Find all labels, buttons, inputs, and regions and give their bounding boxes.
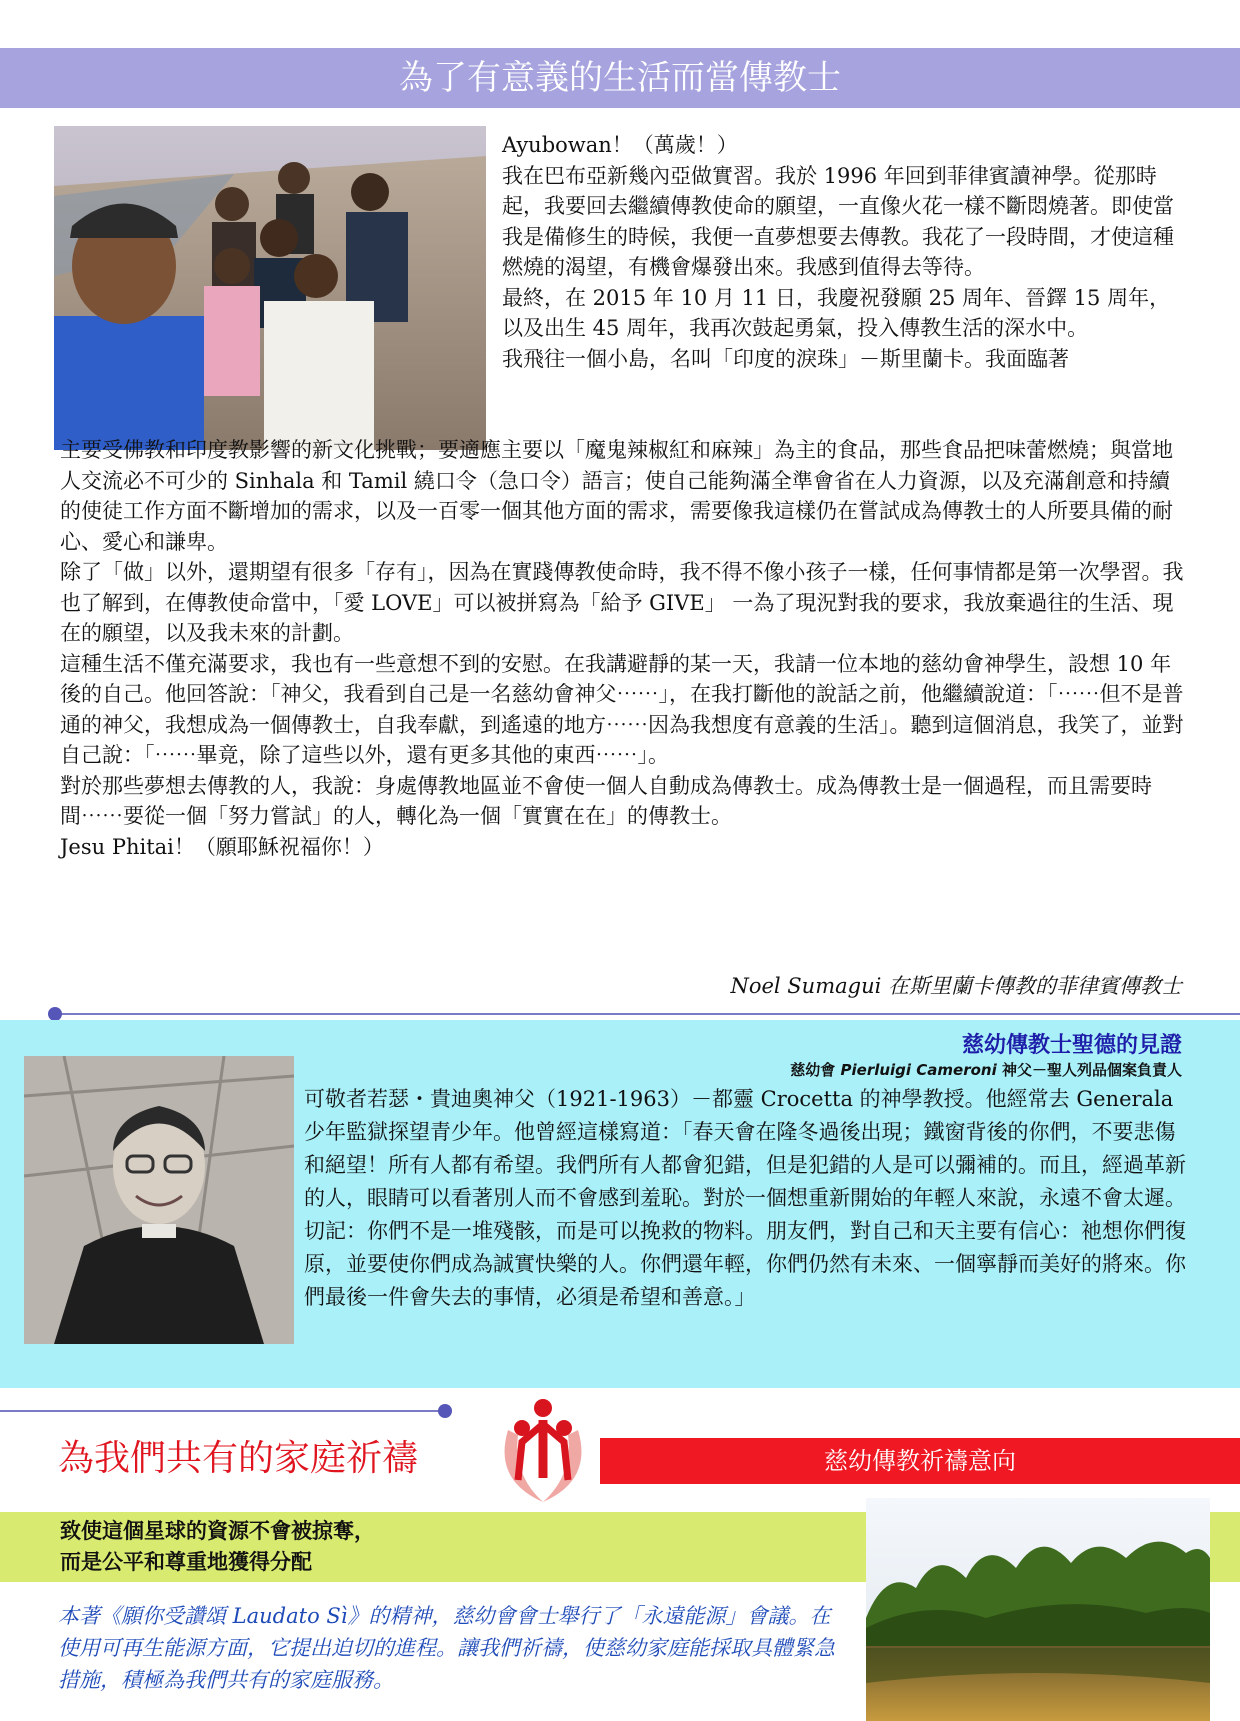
prayer-title: 為我們共有的家庭祈禱	[58, 1438, 419, 1479]
salesian-logo-icon	[488, 1390, 598, 1510]
forest-river-photo	[866, 1498, 1210, 1721]
witness-heading: 慈幼傳教士聖德的見證	[961, 1033, 1182, 1058]
beach-selfie-image	[54, 126, 486, 450]
author-signature: Noel Sumagui 在斯里蘭卡傳教的菲律賓傳教士	[730, 974, 1182, 998]
intention-line: 致使這個星球的資源不會被掠奪，	[60, 1519, 375, 1543]
priest-portrait-image	[24, 1056, 294, 1344]
missionary-photo	[54, 126, 486, 450]
divider-dot	[48, 1007, 62, 1021]
article-paragraph: 我在巴布亞新幾內亞做實習。我於 1996 年回到菲律賓讀神學。從那時起，我要回去繼續傳教使命的願望，一直像火花一樣不斷悶燒著。即使當我是備修生的時候，我便一直夢想要去傳教。我花了一段時間，才使這種燃燒的渴望，有機會爆發出來。我感到值得去等待。	[502, 163, 1174, 279]
divider-dot	[438, 1404, 452, 1418]
prayer-intention	[60, 1516, 375, 1578]
witness-byline	[790, 1059, 1182, 1080]
section-divider	[0, 1410, 445, 1412]
article-paragraph: 對於那些夢想去傳教的人，我說：身處傳教地區並不會使一個人自動成為傳教士。成為傳教士是一個過程，而且需要時間⋯⋯要從一個「努力嘗試」的人，轉化為一個「實實在在」的傳教士。	[60, 773, 1152, 828]
section-divider	[56, 1013, 1240, 1015]
intention-line: 而是公平和尊重地獲得分配	[60, 1550, 312, 1574]
article-paragraph: 我飛往一個小島，名叫「印度的淚珠」－斯里蘭卡。我面臨著	[502, 346, 1069, 371]
page-title: 為了有意義的生活而當傳教士	[399, 58, 841, 98]
byline-suffix: 神父－聖人列品個案負責人	[1001, 1061, 1182, 1079]
article-body	[60, 435, 1190, 862]
intention-banner-label: 慈幼傳教祈禱意向	[824, 1447, 1016, 1475]
byline-name: Pierluigi Cameroni	[840, 1061, 997, 1079]
article-paragraph: 主要受佛教和印度教影響的新文化挑戰；要適應主要以「魔鬼辣椒紅和麻辣」為主的食品，那些食品把味蕾燃燒；與當地人交流必不可少的 Sinhala 和 Tamil 繞口令（急口令）語言；使自己能夠滿全準會省在人力資源，以及充滿創意和持續的使徒工作方面不斷增加的需求，以及一百零一個其他方面的需求，需要像我這樣仍在嘗試成為傳教士的人所要具備的耐心、愛心和謙卑。	[60, 438, 1173, 554]
byline-prefix: 慈幼會	[790, 1061, 836, 1079]
closing-blessing: Jesu Phitai！（願耶穌祝福你！）	[60, 834, 384, 859]
witness-text: 可敬者若瑟・貴迪奧神父（1921-1963）－都靈 Crocetta 的神學教授。他經常去 Generala 少年監獄探望青少年。他曾經這樣寫道：「春天會在隆冬過後出現；鐵窗背後的你們，不要悲傷和絕望！所有人都有希望。我們所有人都會犯錯，但是犯錯的人是可以彌補的。而且，經過革新的人，眼睛可以看著別人而不會感到羞恥。對於一個想重新開始的年輕人來說，永遠不會太遲。切記：你們不是一堆殘骸，而是可以挽救的物料。朋友們，對自己和天主要有信心：祂想你們復原，並要使你們成為誠實快樂的人。你們還年輕，你們仍然有未來、一個寧靜而美好的將來。你們最後一件會失去的事情，必須是希望和善意。」	[304, 1087, 1186, 1309]
laudato-si-text: 本著《願你受讚頌 Laudato Sì》的精神，慈幼會會士舉行了「永遠能源」會議。在使用可再生能源方面，它提出迫切的進程。讓我們祈禱，使慈幼家庭能採取具體緊急措施，積極為我們共有的家庭服務。	[58, 1604, 835, 1692]
article-intro	[502, 130, 1190, 374]
article-paragraph: 最終，在 2015 年 10 月 11 日，我慶祝發願 25 周年、晉鐸 15 周年，以及出生 45 周年，我再次鼓起勇氣，投入傳教生活的深水中。	[502, 285, 1171, 340]
salesian-family-logo	[488, 1390, 598, 1510]
article-paragraph: 這種生活不僅充滿要求，我也有一些意想不到的安慰。在我講避靜的某一天，我請一位本地的慈幼會神學生，設想 10 年後的自己。他回答說：「神父，我看到自己是一名慈幼會神父⋯⋯」，在我打斷他的說話之前，他繼續說道：「⋯⋯但不是普通的神父，我想成為一個傳教士，自我奉獻，到遙遠的地方⋯⋯因為我想度有意義的生活」。聽到這個消息，我笑了，並對自己說：「⋯⋯畢竟，除了這些以外，還有更多其他的東西⋯⋯」。	[60, 651, 1184, 767]
greeting: Ayubowan！（萬歲！）	[502, 133, 738, 157]
article-paragraph: 除了「做」以外，還期望有很多「存有」，因為在實踐傳教使命時，我不得不像小孩子一樣，任何事情都是第一次學習。我也了解到，在傳教使命當中，「愛 LOVE」可以被拼寫為「給予 GIVE」 一為了現況對我的要求，我放棄過往的生活、現在的願望，以及我未來的計劃。	[60, 560, 1184, 645]
priest-portrait	[24, 1056, 294, 1344]
forest-river-image	[866, 1498, 1210, 1721]
